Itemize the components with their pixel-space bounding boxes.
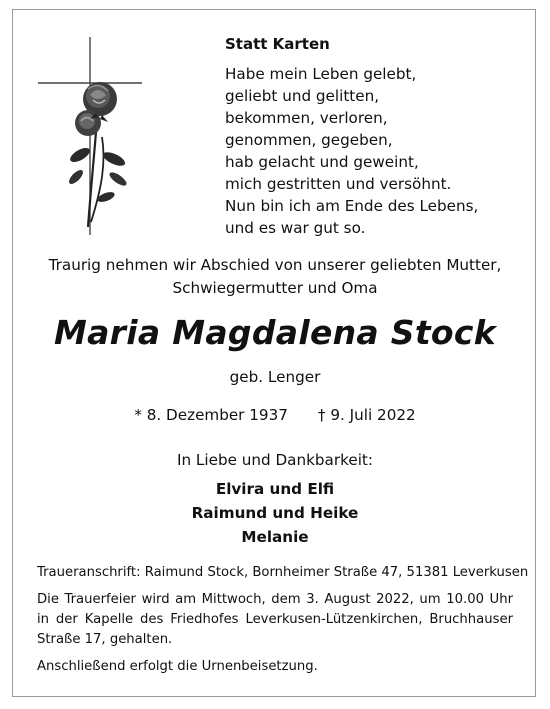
family-entry: Melanie — [241, 528, 309, 546]
header-block — [225, 33, 525, 239]
intro-line: Schwiegermutter und Oma — [172, 279, 378, 297]
mourning-address: Traueranschrift: Raimund Stock, Bornheimer Straße 47, 51381 Leverkusen — [37, 565, 529, 580]
poem — [225, 63, 525, 239]
intro-text — [14, 254, 536, 300]
family-entry: Raimund und Heike — [191, 504, 359, 522]
poem-line: geliebt und gelitten, — [225, 87, 380, 105]
intro-line: Traurig nehmen wir Abschied von unserer geliebten Mutter, — [48, 256, 502, 274]
poem-line: genommen, gegeben, — [225, 131, 393, 149]
service-info: Die Trauerfeier wird am Mittwoch, dem 3. August 2022, um 10.00 Uhr in der Kapelle des Friedhofes Leverkusen-Lützenkirchen, Bruchhauser Straße 17, gehalten. — [37, 592, 513, 647]
family-entry: Elvira und Elfi — [215, 480, 335, 498]
header-title: Statt Karten — [225, 35, 330, 53]
deceased-name: Maria Magdalena Stock — [53, 313, 497, 352]
poem-line: bekommen, verloren, — [225, 109, 388, 127]
family-list — [14, 477, 536, 549]
urn-burial-info: Anschließend erfolgt die Urnenbeisetzung. — [37, 659, 318, 674]
life-dates — [14, 404, 536, 426]
death-date: † 9. Juli 2022 — [317, 406, 416, 424]
poem-line: mich gestritten und versöhnt. — [225, 175, 452, 193]
love-line: In Liebe und Dankbarkeit: — [177, 451, 373, 469]
maiden-name: geb. Lenger — [229, 368, 321, 386]
poem-line: hab gelacht und geweint, — [225, 153, 419, 171]
poem-line: Habe mein Leben gelebt, — [225, 65, 417, 83]
cross-rose-icon — [36, 37, 146, 237]
poem-line: Nun bin ich am Ende des Lebens, — [225, 197, 479, 215]
poem-line: und es war gut so. — [225, 219, 366, 237]
birth-date: * 8. Dezember 1937 — [134, 406, 288, 424]
